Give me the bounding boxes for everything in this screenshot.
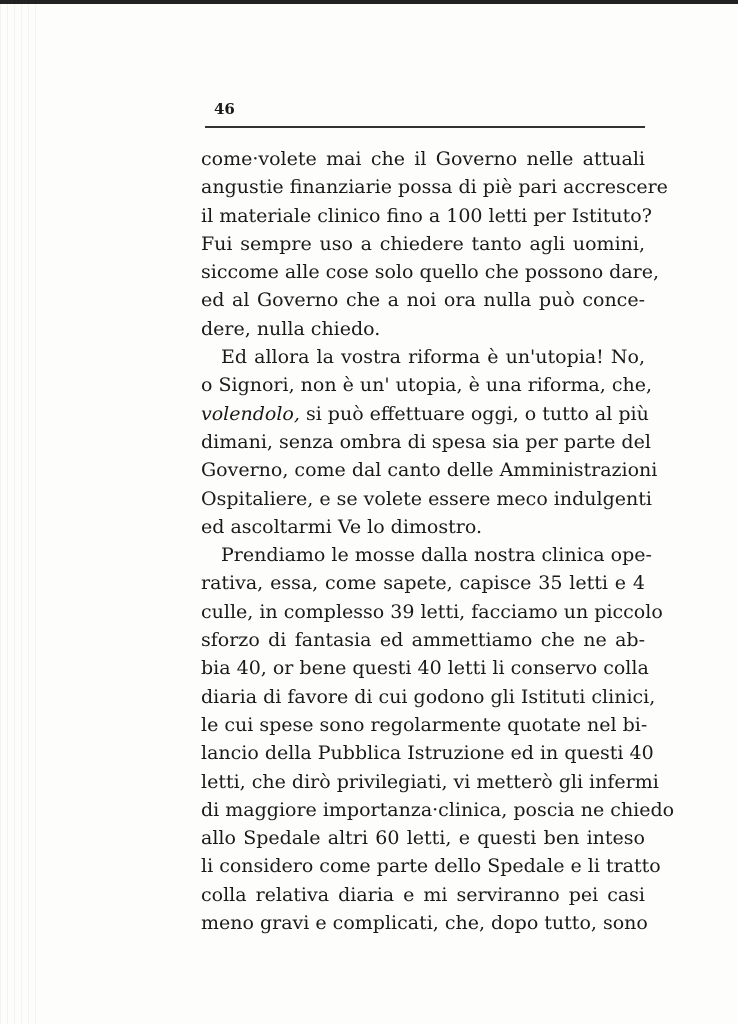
scan-left-margin-noise [0, 0, 40, 1024]
text-line: siccome alle cose solo quello che possono dare, [201, 261, 660, 284]
text-line-rest: si può effettuare oggi, o tutto al più [305, 402, 649, 425]
text-line: lancio della Pubblica Istruzione ed in questi 40 [201, 742, 654, 765]
text-line: dere, nulla chiedo. [201, 317, 381, 340]
scan-top-edge [0, 0, 738, 4]
text-line: il materiale clinico fino a 100 letti per Istituto? [201, 204, 652, 227]
text-line: diaria di favore di cui godono gli Istituti clinici, [201, 685, 656, 708]
text-line: meno gravi e complicati, che, dopo tutto, sono [201, 912, 648, 935]
page-body [201, 145, 675, 937]
paragraph-3 [201, 541, 675, 937]
text-line: ed al Governo che a noi ora nulla può concе- [201, 289, 645, 312]
text-line: Fui sempre uso a chiedere tanto agli uomini, [201, 232, 645, 255]
text-line: o Signori, non è un' utopia, è una riforma, che, [201, 374, 652, 397]
text-line: di maggiore importanza·clinica, poscia ne chiedo [201, 798, 675, 821]
paragraph-1 [201, 145, 668, 343]
text-line: le cui spese sono regolarmente quotate nel bi- [201, 713, 648, 736]
text-line: Ospitaliere, e se volete essere meco indulgenti [201, 487, 652, 510]
text-line [201, 400, 649, 428]
text-line: bia 40, or bene questi 40 letti li conservo colla [201, 657, 649, 680]
text-line: angustie finanziarie possa di piè pari accrescere [201, 176, 668, 199]
text-line: letti, che dirò privilegiati, vi metterò gli infermi [201, 770, 659, 793]
text-line: colla relativa diaria e mi serviranno pei casi [201, 883, 645, 906]
text-line: Ed allora la vostra riforma è un'utopia! No, [221, 346, 645, 369]
text-line: li considero come parte dello Spedale e li tratto [201, 855, 661, 878]
text-line: rativa, essa, come sapete, capisce 35 letti e 4 [201, 572, 645, 595]
text-line: sforzo di fantasia ed ammettiamo che ne ab- [201, 629, 645, 652]
header-rule [205, 126, 645, 128]
text-line: ed ascoltarmi Ve lo dimostro. [201, 515, 482, 538]
text-line: culle, in complesso 39 letti, facciamo un piccolo [201, 600, 663, 623]
text-line: allo Spedale altri 60 letti, e questi ben inteso [201, 827, 645, 850]
paragraph-2 [201, 343, 658, 541]
text-line: Governo, come dal canto delle Amministrazioni [201, 459, 658, 482]
italic-word: volendolo, [201, 402, 300, 425]
text-line: come·volete mai che il Governo nelle attuali [201, 148, 645, 170]
text-line: dimani, senza ombra di spesa sia per parte del [201, 430, 651, 453]
text-line: Prendiamo le mosse dalla nostra clinica ope- [221, 544, 652, 567]
page-number: 46 [214, 100, 235, 118]
